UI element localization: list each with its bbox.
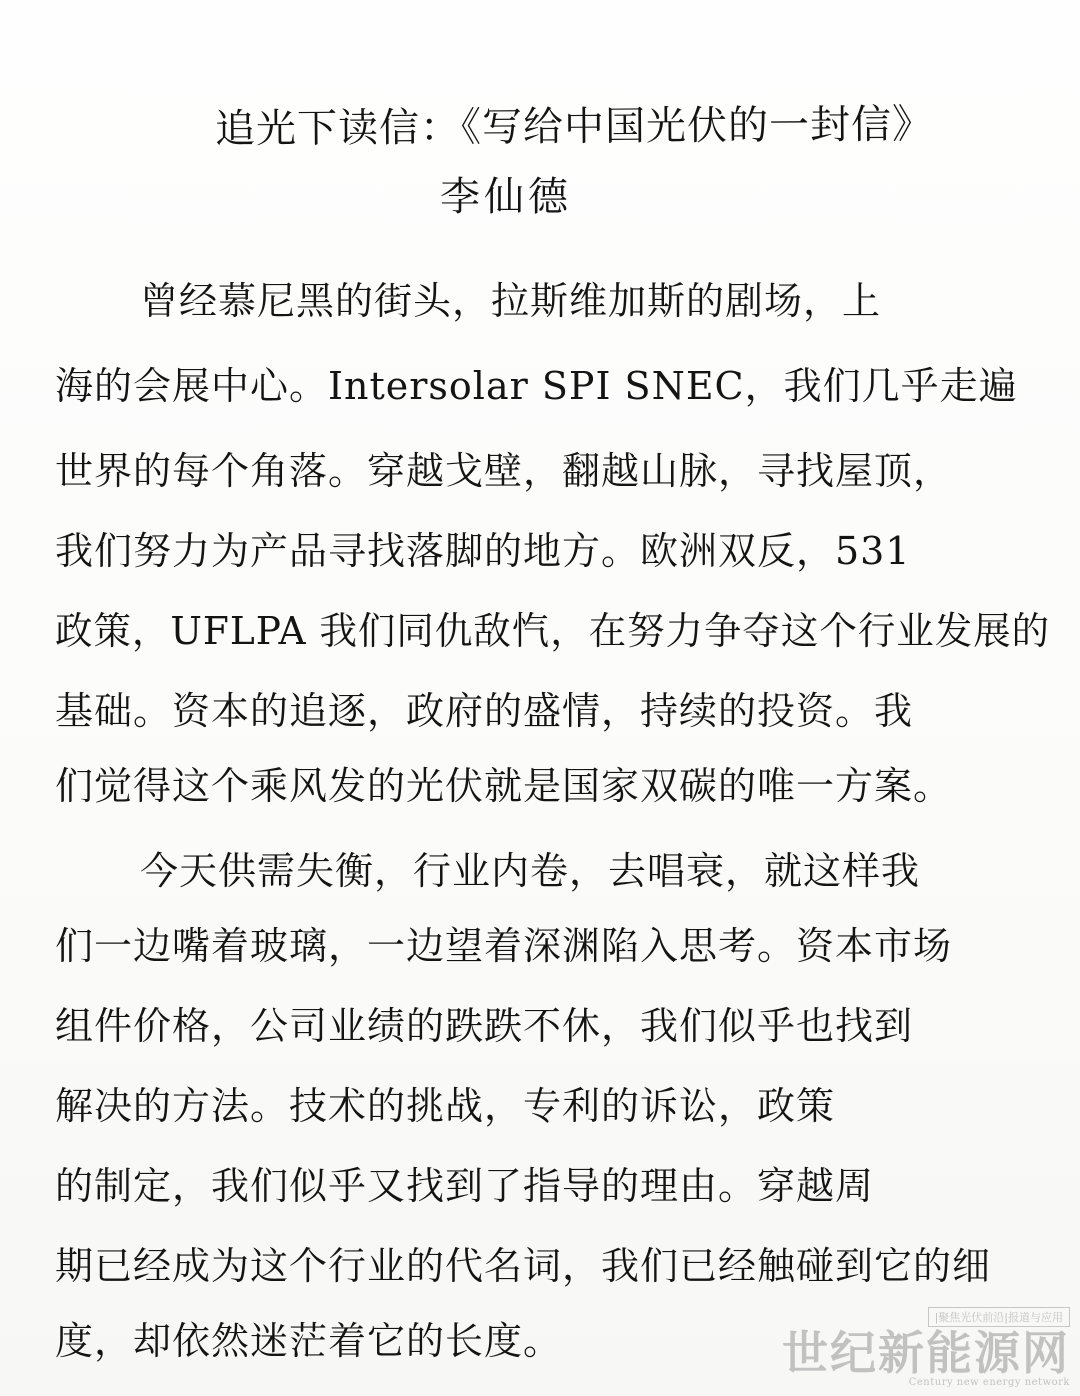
watermark-subtitle: Century new energy network (908, 1377, 1070, 1388)
letter-line: 期已经成为这个行业的代名词，我们已经触碰到它的细 (55, 1244, 992, 1288)
letter-line: 们觉得这个乘风发的光伏就是国家双碳的唯一方案。 (55, 764, 953, 808)
letter-line: 度，却依然迷茫着它的长度。 (55, 1319, 563, 1363)
letter-line: 海的会展中心。Intersolar SPI SNEC，我们几乎走遍 (55, 364, 1018, 408)
letter-title: 追光下读信：《写给中国光伏的一封信》 (214, 101, 934, 153)
letter-line: 们一边嘴着玻璃，一边望着深渊陷入思考。资本市场 (55, 924, 953, 968)
letter-line: 世界的每个角落。穿越戈壁，翻越山脉，寻找屋顶， (55, 449, 953, 493)
letter-line: 政策，UFLPA 我们同仇敌忾，在努力争夺这个行业发展的 (55, 609, 1051, 653)
letter-author: 李仙德 (440, 174, 572, 220)
letter-line: 我们努力为产品寻找落脚的地方。欧洲双反，531 (55, 529, 911, 573)
site-watermark (782, 1306, 1070, 1388)
letter-line: 基础。资本的追逐，政府的盛情，持续的投资。我 (55, 689, 914, 733)
letter-line: 今天供需失衡，行业内卷，去唱衰，就这样我 (140, 849, 921, 893)
letter-line: 曾经慕尼黑的街头，拉斯维加斯的剧场，上 (140, 279, 882, 323)
watermark-tagline: |聚焦光伏前沿|报道与应用 (928, 1307, 1070, 1327)
letter-line: 的制定，我们似乎又找到了指导的理由。穿越周 (55, 1164, 875, 1208)
letter-line: 解决的方法。技术的挑战，专利的诉讼，政策 (55, 1084, 836, 1128)
letter-line: 组件价格，公司业绩的跌跌不休，我们似乎也找到 (55, 1004, 914, 1048)
watermark-logo-text: 世纪新能源网 (782, 1326, 1070, 1380)
